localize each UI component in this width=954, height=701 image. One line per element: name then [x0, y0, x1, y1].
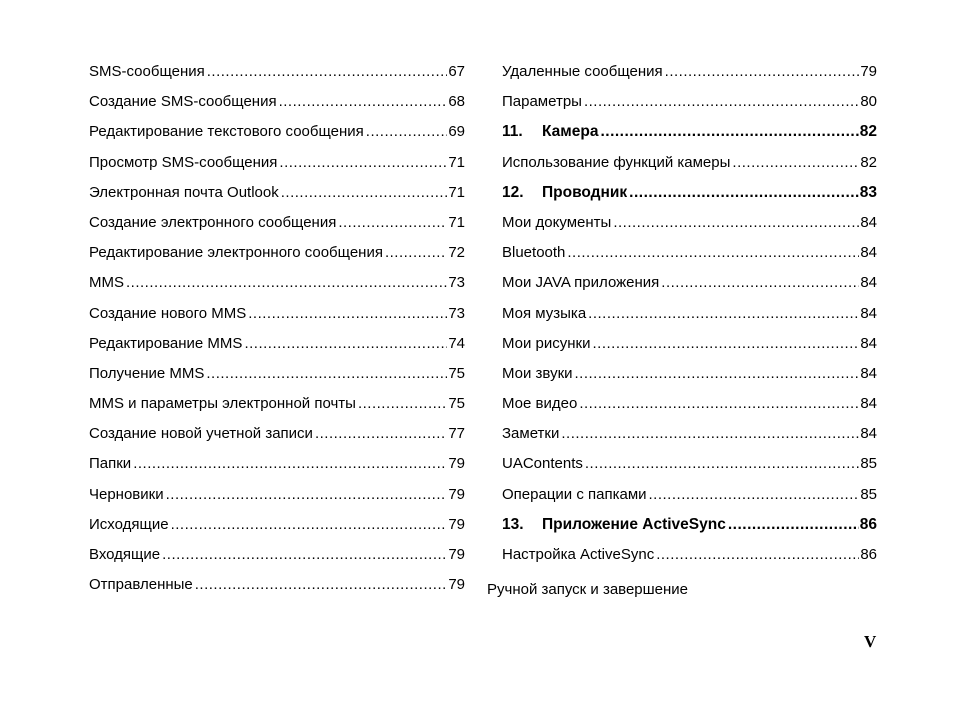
toc-entry-text: Получение MMS: [89, 364, 205, 382]
toc-page-number: 84: [860, 334, 877, 352]
toc-entry: [89, 178, 465, 208]
toc-entry-label: [89, 540, 160, 570]
toc-page-number: 84: [860, 425, 877, 443]
toc-entry-label: [89, 359, 204, 389]
toc-chapter-entry: [502, 510, 877, 540]
toc-chapter-number: 13.: [502, 515, 524, 533]
toc-entry: [89, 359, 465, 389]
toc-dot-leader: [656, 540, 859, 570]
toc-entry-text: Удаленные сообщения: [502, 63, 663, 80]
toc-entry-label: [89, 208, 336, 238]
toc-dot-leader: [315, 419, 447, 449]
toc-entry-text: Операции с папками: [502, 485, 647, 503]
toc-entry-label: [89, 87, 277, 117]
toc-entry-text: Отправленные: [89, 576, 193, 594]
toc-entry-label: [502, 238, 565, 268]
toc-page-number: 82: [860, 153, 877, 171]
toc-entry-text: Создание SMS-сообщения: [89, 93, 277, 111]
toc-page-number: 68: [448, 93, 465, 111]
toc-dot-leader: [649, 480, 860, 510]
toc-entry-text: Мои JAVA приложения: [502, 274, 660, 292]
toc-entry-label: [89, 449, 131, 479]
toc-entry-label: [502, 329, 591, 359]
toc-right-column: [502, 57, 877, 570]
toc-entry-text: SMS-сообщения: [89, 63, 205, 80]
toc-page-number: 79: [448, 515, 465, 533]
toc-entry-text: Создание новой учетной записи: [89, 425, 313, 443]
toc-dot-leader: [207, 57, 448, 87]
toc-entry-label: [89, 419, 313, 449]
toc-entry-text: Камера: [542, 123, 599, 141]
toc-entry-label: [502, 178, 627, 208]
toc-entry: [502, 389, 877, 419]
toc-entry: [89, 299, 465, 329]
toc-entry-text: Редактирование электронного сообщения: [89, 244, 383, 262]
toc-entry: [89, 510, 465, 540]
toc-dot-leader: [575, 359, 860, 389]
toc-page-number: 83: [859, 183, 877, 201]
toc-dot-leader: [629, 178, 859, 208]
toc-page-number: 84: [860, 395, 877, 413]
toc-dot-leader: [732, 148, 859, 178]
toc-entry: [89, 540, 465, 570]
toc-page-number: 72: [448, 244, 465, 262]
toc-entry: [89, 208, 465, 238]
toc-entry-label: [502, 299, 586, 329]
toc-page-number: 79: [448, 546, 465, 563]
toc-dot-leader: [162, 540, 447, 570]
toc-dot-leader: [126, 268, 447, 298]
toc-page-number: 84: [860, 364, 877, 382]
toc-chapter-number: 11.: [502, 123, 523, 141]
toc-dot-leader: [244, 329, 447, 359]
toc-page-number: 75: [448, 395, 465, 413]
toc-entry-label: [89, 117, 364, 147]
toc-entry: [89, 87, 465, 117]
toc-entry-label: [502, 359, 573, 389]
toc-dot-leader: [593, 329, 860, 359]
toc-entry: [502, 329, 877, 359]
toc-entry-text: Черновики: [89, 485, 164, 503]
toc-left-column: [89, 57, 465, 600]
toc-page-number: 85: [860, 455, 877, 473]
toc-entry-label: [502, 268, 659, 298]
toc-entry: [502, 540, 877, 570]
toc-entry: [89, 419, 465, 449]
toc-dot-leader: [171, 510, 448, 540]
toc-entry-text: Исходящие: [89, 515, 169, 533]
toc-entry: [502, 359, 877, 389]
toc-entry: [89, 449, 465, 479]
toc-dot-leader: [613, 208, 859, 238]
toc-entry-label: [502, 117, 598, 147]
toc-entry-label: [89, 238, 383, 268]
toc-entry-text: Электронная почта Outlook: [89, 183, 279, 201]
toc-entry-text: Создание нового MMS: [89, 304, 247, 322]
toc-entry: [502, 148, 877, 178]
toc-entry-text: Входящие: [89, 546, 161, 563]
toc-entry-label: [89, 299, 246, 329]
toc-page-number: 73: [448, 304, 465, 322]
toc-entry-label: [89, 178, 279, 208]
toc-page-number: 67: [448, 63, 465, 80]
toc-dot-leader: [588, 299, 859, 329]
toc-entry-text: Мое видео: [502, 395, 578, 413]
toc-entry-text: Bluetooth: [502, 244, 566, 262]
toc-page-number: 79: [860, 63, 877, 80]
toc-page-number: 85: [860, 485, 877, 503]
toc-entry: [89, 57, 465, 87]
toc-page-number: 84: [860, 244, 877, 262]
toc-entry-text: Мои документы: [502, 213, 612, 231]
toc-page-number: 71: [448, 183, 465, 201]
toc-dot-leader: [579, 389, 859, 419]
toc-dot-leader: [665, 57, 860, 87]
toc-page-number: 79: [448, 455, 465, 473]
toc-entry-text: MMS и параметры электронной почты: [89, 395, 356, 413]
toc-page-number: 79: [448, 485, 465, 503]
toc-entry: [502, 419, 877, 449]
toc-trailing-line: Ручной запуск и завершение: [487, 581, 689, 598]
toc-entry-label: [502, 540, 654, 570]
toc-entry-label: [89, 570, 193, 600]
toc-entry-text: Заметки: [502, 425, 560, 443]
toc-entry-text: UAContents: [502, 455, 583, 473]
toc-page-number: 74: [448, 334, 465, 352]
toc-dot-leader: [166, 480, 448, 510]
toc-entry-label: [89, 480, 164, 510]
toc-dot-leader: [281, 178, 448, 208]
toc-entry-text: Параметры: [502, 93, 582, 111]
page-number: V: [864, 632, 877, 651]
toc-entry-text: Просмотр SMS-сообщения: [89, 153, 278, 171]
toc-entry: [502, 449, 877, 479]
toc-dot-leader: [248, 299, 447, 329]
toc-entry-text: Мои звуки: [502, 364, 573, 382]
toc-dot-leader: [358, 389, 447, 419]
toc-dot-leader: [585, 449, 859, 479]
toc-entry-label: [502, 449, 583, 479]
toc-dot-leader: [206, 359, 447, 389]
toc-dot-leader: [385, 238, 447, 268]
toc-dot-leader: [366, 117, 448, 147]
toc-chapter-number: 12.: [502, 183, 524, 201]
toc-entry-label: [502, 148, 730, 178]
toc-entry-label: [502, 87, 582, 117]
toc-entry: [89, 268, 465, 298]
toc-page-number: 82: [859, 123, 877, 141]
toc-page-number: 84: [860, 304, 877, 322]
toc-page-number: 71: [448, 213, 465, 231]
toc-entry-label: [502, 389, 577, 419]
toc-page-number: 79: [448, 576, 465, 594]
toc-entry-label: [89, 510, 169, 540]
toc-entry-label: [502, 208, 611, 238]
toc-entry-text: Проводник: [542, 183, 628, 201]
toc-page-number: 80: [860, 93, 877, 111]
toc-entry: [89, 570, 465, 600]
toc-page-number: 84: [860, 213, 877, 231]
toc-entry: [502, 57, 877, 87]
toc-entry-label: [502, 57, 663, 87]
toc-entry: [89, 389, 465, 419]
toc-dot-leader: [279, 87, 448, 117]
toc-page-number: 84: [860, 274, 877, 292]
toc-page-number: 69: [448, 123, 465, 141]
toc-dot-leader: [133, 449, 447, 479]
toc-entry-text: Приложение ActiveSync: [542, 515, 726, 533]
toc-entry-text: Папки: [89, 455, 132, 473]
toc-entry-label: [89, 268, 124, 298]
toc-entry: [89, 238, 465, 268]
toc-entry-label: [89, 389, 356, 419]
toc-dot-leader: [584, 87, 859, 117]
toc-dot-leader: [600, 117, 858, 147]
toc-entry-text: MMS: [89, 274, 124, 292]
toc-chapter-entry: [502, 117, 877, 147]
toc-entry: [502, 238, 877, 268]
toc-dot-leader: [338, 208, 447, 238]
toc-page-number: 86: [860, 546, 877, 563]
toc-entry-label: [89, 57, 205, 87]
toc-entry: [89, 148, 465, 178]
toc-entry-text: Моя музыка: [502, 304, 587, 322]
toc-dot-leader: [728, 510, 859, 540]
toc-dot-leader: [279, 148, 447, 178]
toc-entry-label: [89, 329, 242, 359]
toc-entry-text: Создание электронного сообщения: [89, 213, 337, 231]
toc-page-number: 86: [859, 515, 877, 533]
toc-entry: [502, 299, 877, 329]
toc-entry: [89, 117, 465, 147]
toc-entry: [502, 208, 877, 238]
toc-entry-label: [502, 480, 647, 510]
toc-dot-leader: [567, 238, 859, 268]
toc-dot-leader: [561, 419, 859, 449]
toc-entry-text: Редактирование MMS: [89, 334, 243, 352]
toc-page-number: 73: [448, 274, 465, 292]
toc-dot-leader: [661, 268, 859, 298]
toc-page-number: 77: [448, 425, 465, 443]
toc-entry-text: Мои рисунки: [502, 334, 591, 352]
toc-entry: [89, 480, 465, 510]
toc-entry-label: [502, 419, 559, 449]
toc-chapter-entry: [502, 178, 877, 208]
toc-dot-leader: [195, 570, 448, 600]
toc-entry: [89, 329, 465, 359]
toc-entry: [502, 268, 877, 298]
toc-entry-text: Использование функций камеры: [502, 153, 731, 171]
toc-entry-label: [89, 148, 277, 178]
toc-page-number: 75: [448, 364, 465, 382]
toc-entry-label: [502, 510, 726, 540]
toc-entry: [502, 87, 877, 117]
toc-page-number: 71: [448, 153, 465, 171]
toc-entry-text: Настройка ActiveSync: [502, 546, 655, 563]
toc-entry: [502, 480, 877, 510]
toc-entry-text: Редактирование текстового сообщения: [89, 123, 364, 141]
